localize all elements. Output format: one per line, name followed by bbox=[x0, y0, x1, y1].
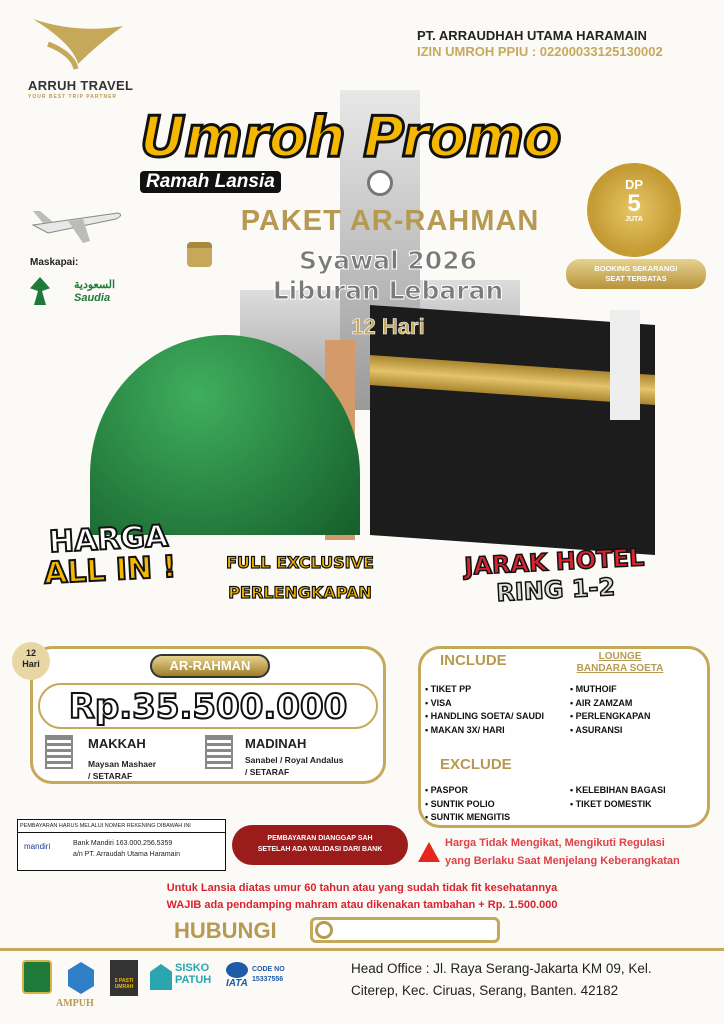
package-name: PAKET AR-RAHMAN bbox=[240, 205, 540, 237]
duration-label: Hari bbox=[22, 659, 40, 669]
ampuh-text: AMPUH bbox=[56, 998, 94, 1009]
account-info: Bank Mandiri 163.000.256.5359 a/n PT. Arraudah Utama Haramain bbox=[73, 840, 180, 858]
lounge-label: LOUNGE BANDARA SOETA bbox=[576, 651, 664, 674]
saudia-logo-icon bbox=[30, 277, 50, 305]
harga-text: HARGA bbox=[48, 518, 170, 561]
jarak-text: JARAK HOTEL bbox=[463, 543, 645, 581]
payment-box bbox=[17, 819, 226, 871]
payment-header: PEMBAYARAN HARUS MELALUI NOMER REKENING DIBAWAH INI bbox=[18, 820, 225, 833]
ring-text: RING 1-2 bbox=[495, 572, 616, 608]
dp-label: DP bbox=[624, 177, 644, 192]
sisko-logo-icon bbox=[150, 964, 172, 990]
seat-text: SEAT TERBATAS bbox=[605, 274, 667, 283]
exclude-list-1 bbox=[425, 784, 510, 825]
package-pill: AR-RAHMAN bbox=[150, 654, 270, 678]
license-number: IZIN UMROH PPIU : 02200033125130002 bbox=[417, 44, 663, 59]
iata-text: IATA bbox=[226, 978, 248, 989]
hotel-name-madinah: Sanabel / Royal Andalus / SETARAF bbox=[245, 755, 344, 777]
company-name: PT. ARRAUDHAH UTAMA HARAMAIN bbox=[417, 28, 647, 43]
hotel-name-makkah: Maysan Mashaer / SETARAF bbox=[88, 759, 157, 781]
promo-title: Umroh Promo bbox=[140, 105, 561, 170]
contact-label: HUBUNGI bbox=[174, 918, 277, 943]
jarak-hotel-badge bbox=[429, 541, 682, 610]
list-item: • VISA bbox=[425, 697, 544, 711]
contact-field[interactable] bbox=[310, 917, 500, 943]
list-item: • MAKAN 3X/ HARI bbox=[425, 724, 544, 738]
mandiri-logo: mandiri bbox=[24, 842, 51, 851]
brand-tagline: YOUR BEST TRIP PARTNER bbox=[28, 94, 118, 100]
booking-banner bbox=[566, 259, 706, 289]
kemenag-logo-icon bbox=[22, 960, 52, 994]
airline-name: Saudia bbox=[74, 292, 111, 304]
list-item: • KELEBIHAN BAGASI bbox=[570, 784, 666, 798]
exclude-list-2 bbox=[570, 784, 666, 811]
hotel-city-makkah: MAKKAH bbox=[88, 736, 146, 751]
exclusive-text: FULL EXCLUSIVE bbox=[226, 553, 374, 572]
dp-amount: 5 bbox=[627, 190, 641, 217]
hotel-building-icon bbox=[205, 735, 233, 769]
list-item: • ASURANSI bbox=[570, 724, 651, 738]
warning-text: Harga Tidak Mengikat, Mengikuti Regulasi yang Berlaku Saat Menjelang Keberangkatan bbox=[445, 837, 680, 867]
list-item: • SUNTIK POLIO bbox=[425, 798, 510, 812]
hotel-building-icon bbox=[45, 735, 73, 769]
dp-unit: JUTA bbox=[625, 216, 643, 223]
arruh-logo-icon bbox=[28, 14, 128, 74]
duration-number: 12 bbox=[25, 648, 36, 658]
booking-text: BOOKING SEKARANG! bbox=[594, 264, 678, 273]
price: Rp.35.500.000 bbox=[38, 683, 378, 729]
head-office-address: Head Office : Jl. Raya Serang-Jakarta KM 09, Kel. Citerep, Kec. Ciruas, Serang, Banten. 42182 bbox=[351, 961, 652, 998]
dp-seal bbox=[587, 163, 681, 257]
exclusive-badge bbox=[200, 548, 400, 608]
exclude-title: EXCLUDE bbox=[440, 756, 512, 773]
iata-globe-icon bbox=[226, 962, 248, 978]
footer-divider bbox=[0, 948, 724, 951]
travel-occasion: Liburan Lebaran bbox=[272, 276, 504, 305]
list-item: • MUTHOIF bbox=[570, 683, 651, 697]
airplane-icon bbox=[28, 203, 124, 247]
hotel-city-madinah: MADINAH bbox=[245, 736, 307, 751]
list-item: • SUNTIK MENGITIS bbox=[425, 811, 510, 825]
include-title: INCLUDE bbox=[440, 652, 507, 669]
travel-period: Syawal 2026 bbox=[299, 246, 477, 275]
list-item: • TIKET DOMESTIK bbox=[570, 798, 666, 812]
brand-name: ARRUH TRAVEL bbox=[28, 78, 134, 93]
perlengkapan-text: PERLENGKAPAN bbox=[228, 583, 372, 602]
clock-icon bbox=[367, 170, 393, 196]
list-item: • HANDLING SOETA/ SAUDI bbox=[425, 710, 544, 724]
elderly-note: Untuk Lansia diatas umur 60 tahun atau yang sudah tidak fit kesehatannya WAJIB ada pendamping mahram atau dikenakan tambahan + Rp. 1.500.000 bbox=[166, 882, 558, 911]
list-item: • PERLENGKAPAN bbox=[570, 710, 651, 724]
promo-subtitle: Ramah Lansia bbox=[140, 171, 281, 193]
pasti-umrah-logo: 5 PASTI UMRAH bbox=[110, 960, 138, 996]
duration-badge bbox=[12, 642, 50, 680]
ampuh-logo-icon bbox=[68, 962, 94, 994]
list-item: • AIR ZAMZAM bbox=[570, 697, 651, 711]
list-item: • TIKET PP bbox=[425, 683, 544, 697]
whatsapp-icon bbox=[315, 921, 333, 939]
warning-icon bbox=[418, 842, 440, 862]
iata-code: CODE NO 15337556 bbox=[252, 966, 285, 983]
airline-arabic: السعودية bbox=[74, 279, 116, 291]
sisko-text: SISKO PATUH bbox=[175, 962, 212, 986]
include-list-2 bbox=[570, 683, 651, 737]
airline-label: Maskapai: bbox=[30, 257, 79, 268]
include-list-1 bbox=[425, 683, 544, 737]
travel-duration: 12 Hari bbox=[351, 314, 425, 339]
validation-note: PEMBAYARAN DIANGGAP SAH SETELAH ADA VALIDASI DARI BANK bbox=[232, 825, 408, 865]
harga-all-in-badge bbox=[30, 518, 188, 594]
list-item: • PASPOR bbox=[425, 784, 510, 798]
all-in-text: ALL IN ! bbox=[43, 549, 178, 592]
